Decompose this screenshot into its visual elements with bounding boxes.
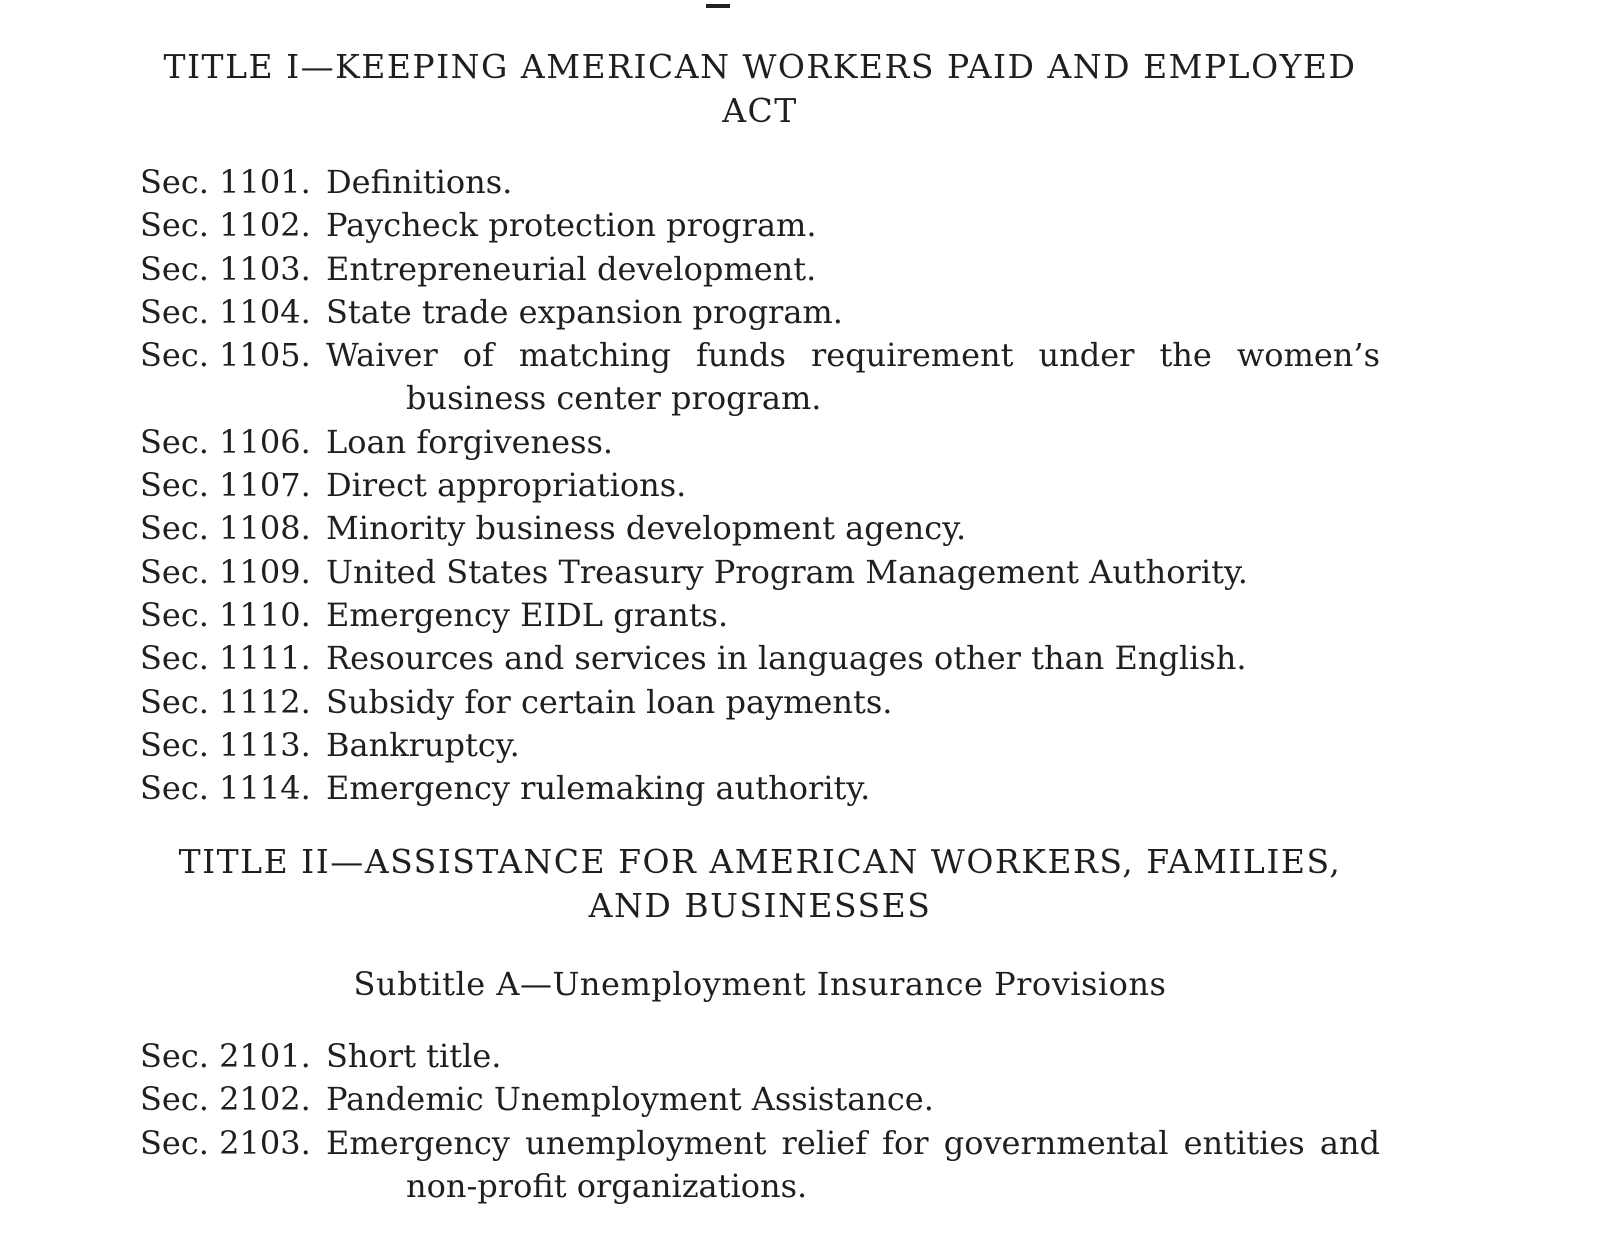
section-number: Sec. 2101.	[140, 1037, 311, 1075]
toc-entry	[140, 464, 1380, 507]
toc-entry	[140, 767, 1380, 810]
section-number: Sec. 1104.	[140, 292, 311, 331]
section-caption: Entrepreneurial development.	[326, 249, 817, 288]
section-number: Sec. 1108.	[140, 509, 311, 548]
section-caption: Resources and services in languages other than English.	[326, 639, 1247, 678]
section-caption: Direct appropriations.	[326, 466, 687, 505]
title-i-heading: TITLE I—KEEPING AMERICAN WORKERS PAID AND EMPLOYED ACT	[163, 47, 1357, 130]
toc-entry	[140, 637, 1380, 680]
subtitle-a-section-list	[140, 1035, 1380, 1208]
section-caption: Subsidy for certain loan payments.	[326, 682, 893, 721]
section-caption: Pandemic Unemployment Assistance.	[326, 1080, 934, 1119]
toc-entry	[140, 334, 1380, 421]
section-number: Sec. 1112.	[140, 682, 311, 721]
section-number: Sec. 1105.	[140, 336, 311, 375]
section-caption: United States Treasury Program Management Authority.	[326, 552, 1248, 591]
toc-entry	[140, 161, 1380, 204]
toc-entry	[140, 291, 1380, 334]
subtitle-a-heading: Subtitle A—Unemployment Insurance Provisions	[353, 965, 1167, 1003]
toc-entry	[140, 681, 1380, 724]
toc-entry	[140, 248, 1380, 291]
toc-entry	[140, 724, 1380, 767]
section-number: Sec. 1114.	[140, 769, 311, 808]
title-i-section-list	[140, 161, 1380, 810]
section-caption: Loan forgiveness.	[326, 422, 614, 461]
section-caption: Minority business development agency.	[326, 509, 967, 548]
section-number: Sec. 1111.	[140, 639, 311, 678]
toc-entry	[140, 1122, 1380, 1209]
toc-entry	[140, 551, 1380, 594]
section-number: Sec. 1103.	[140, 249, 311, 288]
section-caption: Emergency rulemaking authority.	[326, 769, 871, 808]
toc-entry	[140, 507, 1380, 550]
section-number: Sec. 1101.	[140, 163, 311, 201]
section-caption: State trade expansion program.	[326, 292, 843, 331]
section-caption: Emergency unemployment relief for governmental entities and non-profit organizations.	[326, 1123, 1380, 1205]
section-caption: Waiver of matching funds requirement under the women’s business center program.	[326, 336, 1380, 418]
toc-entry	[140, 421, 1380, 464]
title-ii-heading: TITLE II—ASSISTANCE FOR AMERICAN WORKERS, FAMILIES, AND BUSINESSES	[178, 842, 1342, 925]
section-number: Sec. 1106.	[140, 422, 311, 461]
section-caption: Short title.	[326, 1037, 502, 1075]
page-number-fragment	[706, 0, 730, 8]
section-number: Sec. 2103.	[140, 1123, 311, 1162]
section-caption: Paycheck protection program.	[326, 206, 817, 245]
section-number: Sec. 1109.	[140, 552, 311, 591]
section-number: Sec. 2102.	[140, 1080, 311, 1119]
section-number: Sec. 1113.	[140, 725, 311, 764]
toc-entry	[140, 204, 1380, 247]
section-number: Sec. 1107.	[140, 466, 311, 505]
section-caption: Definitions.	[326, 163, 513, 201]
section-caption: Emergency EIDL grants.	[326, 595, 729, 634]
toc-entry	[140, 594, 1380, 637]
section-caption: Bankruptcy.	[326, 725, 520, 764]
toc-entry	[140, 1035, 1380, 1078]
section-number: Sec. 1110.	[140, 595, 311, 634]
toc-entry	[140, 1078, 1380, 1121]
section-number: Sec. 1102.	[140, 206, 311, 245]
